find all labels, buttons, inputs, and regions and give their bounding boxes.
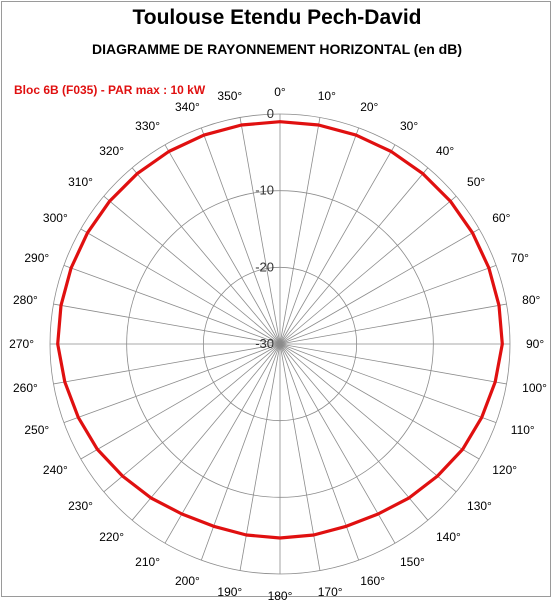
angle-tick-label: 180° <box>267 589 293 600</box>
polar-grid <box>50 114 510 574</box>
angle-tick-label: 280° <box>13 293 38 308</box>
angle-tick-label: 40° <box>435 143 455 158</box>
grid-spoke <box>64 265 280 344</box>
angle-tick-label: 240° <box>42 463 68 477</box>
chart-title: Toulouse Etendu Pech-David <box>132 6 422 29</box>
angle-tick-label: 20° <box>360 100 379 115</box>
radial-tick-label: -30 <box>255 336 274 351</box>
radial-tick-label: 0 <box>266 106 274 121</box>
angle-tick-label: 210° <box>135 555 160 570</box>
angle-tick-label: 150° <box>400 555 425 570</box>
angle-tick-label: 260° <box>13 380 38 395</box>
angle-tick-label: 230° <box>68 498 93 513</box>
angle-tick-label: 80° <box>522 293 541 308</box>
angle-tick-label: 110° <box>510 423 535 438</box>
angle-tick-label: 0° <box>274 85 286 99</box>
angle-tick-label: 250° <box>24 423 50 438</box>
angle-tick-label: 120° <box>492 463 518 477</box>
angle-tick-label: 310° <box>68 175 93 190</box>
angle-tick-label: 190° <box>217 585 243 600</box>
angle-tick-label: 160° <box>360 573 386 588</box>
angle-tick-label: 220° <box>99 530 125 545</box>
chart-subtitle: DIAGRAMME DE RAYONNEMENT HORIZONTAL (en dB) <box>92 41 462 57</box>
angle-tick-label: 140° <box>435 530 461 545</box>
grid-spoke <box>201 128 280 344</box>
grid-spoke <box>280 265 496 344</box>
angle-tick-label: 10° <box>317 88 336 103</box>
angle-tick-label: 90° <box>526 337 545 351</box>
angle-tick-label: 50° <box>467 175 486 190</box>
radial-tick-label: -10 <box>255 182 274 198</box>
grid-spoke <box>280 344 496 423</box>
angle-tick-label: 330° <box>135 118 160 133</box>
angle-tick-label: 130° <box>467 498 492 513</box>
angle-tick-label: 100° <box>522 380 547 395</box>
series-label: Bloc 6B (F035) - PAR max : 10 kW <box>14 83 206 97</box>
angle-tick-label: 30° <box>400 118 419 133</box>
angle-tick-label: 70° <box>510 250 529 265</box>
angle-tick-label: 200° <box>174 573 200 588</box>
angle-tick-label: 350° <box>217 88 243 103</box>
radial-tick-label: -20 <box>255 259 274 275</box>
angle-tick-label: 270° <box>9 337 34 351</box>
angle-tick-label: 300° <box>42 211 68 225</box>
angle-tick-label: 170° <box>317 585 343 600</box>
grid-spoke <box>64 344 280 423</box>
angle-tick-label: 290° <box>24 250 50 265</box>
angle-tick-label: 340° <box>174 100 200 115</box>
radial-tick-labels <box>255 106 274 351</box>
angle-tick-label: 60° <box>492 211 511 225</box>
angle-tick-label: 320° <box>99 143 125 158</box>
grid-spoke <box>280 128 359 344</box>
